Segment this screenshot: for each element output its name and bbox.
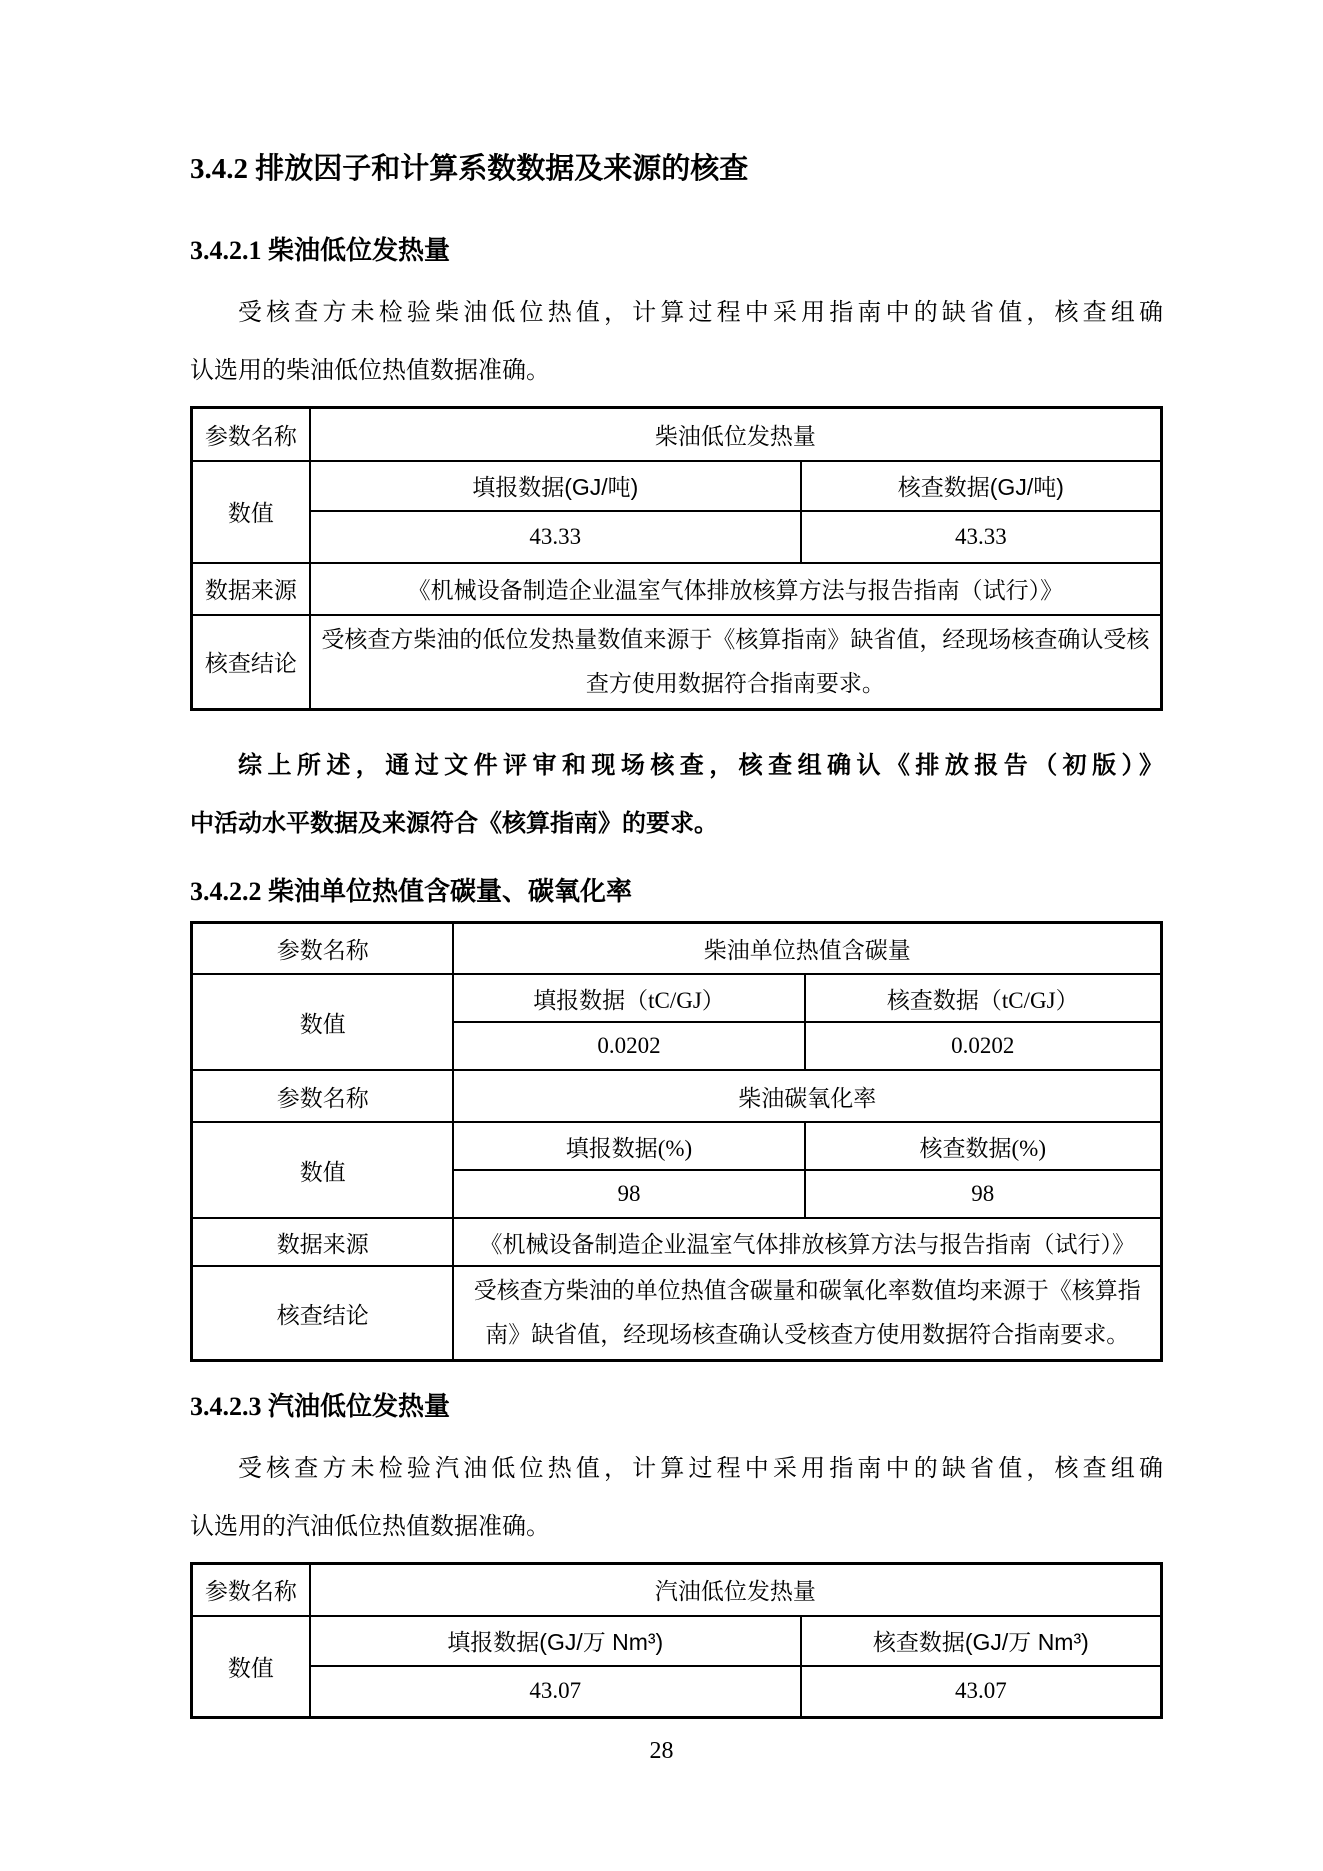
verified-value-cell: 0.0202 [805,1022,1162,1070]
param-name-cell: 柴油碳氧化率 [453,1070,1161,1122]
paragraph-line: 认选用的汽油低位热值数据准确。 [190,1514,550,1540]
verified-value-cell: 98 [805,1170,1162,1218]
conclusion-text-cell: 受核查方柴油的低位发热量数值来源于《核算指南》缺省值，经现场核查确认受核查方使用数据符合指南要求。 [310,615,1162,710]
page-number: 28 [649,1738,674,1764]
table-row [192,1218,1162,1266]
reported-value-cell: 0.0202 [453,1022,804,1070]
table-row [192,461,1162,511]
verified-header-cell: 核查数据（tC/GJ） [805,974,1162,1022]
verified-header-cell: 核查数据(GJ/万 Nm³) [801,1616,1162,1666]
table-row [192,974,1162,1022]
reported-header-cell: 填报数据(GJ/万 Nm³) [310,1616,801,1666]
source-label-cell: 数据来源 [192,1218,454,1266]
value-label-cell: 数值 [192,461,310,563]
value-label-cell: 数值 [192,1122,454,1218]
table-row [192,563,1162,615]
table-diesel-ncv [190,406,1163,711]
param-label-cell: 参数名称 [192,922,454,974]
value-label-cell: 数值 [192,1616,310,1718]
table-row [192,511,1162,563]
table-diesel-carbon [190,921,1163,1363]
table-row [192,1666,1162,1718]
conclusion-text-cell: 受核查方柴油的单位热值含碳量和碳氧化率数值均来源于《核算指南》缺省值，经现场核查确认受核查方使用数据符合指南要求。 [453,1266,1161,1361]
value-label-cell: 数值 [192,974,454,1070]
source-value-cell: 《机械设备制造企业温室气体排放核算方法与报告指南（试行）》 [310,563,1162,615]
conclusion-label-cell: 核查结论 [192,1266,454,1361]
paragraph-line: 受核查方未检验汽油低位热值，计算过程中采用指南中的缺省值，核查组确 [238,1456,1163,1482]
source-label-cell: 数据来源 [192,563,310,615]
conclusion-label-cell: 核查结论 [192,615,310,710]
table-row [192,922,1162,974]
reported-header-cell: 填报数据（tC/GJ） [453,974,804,1022]
param-name-cell: 柴油单位热值含碳量 [453,922,1161,974]
paragraph-line: 中活动水平数据及来源符合《核算指南》的要求。 [190,810,718,837]
table-row [192,1266,1162,1361]
main-heading: 3.4.2 排放因子和计算系数数据及来源的核查 [190,153,749,185]
table-row [192,1564,1162,1616]
verified-value-cell: 43.33 [801,511,1162,563]
reported-header-cell: 填报数据(GJ/吨) [310,461,801,511]
paragraph-line: 受核查方未检验柴油低位热值，计算过程中采用指南中的缺省值，核查组确 [238,300,1163,326]
verified-value-cell: 43.07 [801,1666,1162,1718]
param-name-cell: 柴油低位发热量 [310,408,1162,461]
reported-value-cell: 98 [453,1170,804,1218]
reported-header-cell: 填报数据(%) [453,1122,804,1170]
summary-paragraph [190,737,1163,853]
section-heading-3-4-2-1: 3.4.2.1 柴油低位发热量 [190,236,451,265]
reported-value-cell: 43.33 [310,511,801,563]
verified-header-cell: 核查数据(%) [805,1122,1162,1170]
param-label-cell: 参数名称 [192,1070,454,1122]
section-heading-3-4-2-2: 3.4.2.2 柴油单位热值含碳量、碳氧化率 [190,876,633,906]
section1-paragraph [190,284,1163,400]
table-gasoline-ncv [190,1562,1163,1719]
table-row [192,408,1162,461]
source-value-cell: 《机械设备制造企业温室气体排放核算方法与报告指南（试行）》 [453,1218,1161,1266]
verified-header-cell: 核查数据(GJ/吨) [801,461,1162,511]
table-row [192,1122,1162,1170]
section-heading-3-4-2-3: 3.4.2.3 汽油低位发热量 [190,1392,451,1421]
table-row [192,1070,1162,1122]
param-label-cell: 参数名称 [192,408,310,461]
table-row [192,615,1162,710]
param-label-cell: 参数名称 [192,1564,310,1616]
param-name-cell: 汽油低位发热量 [310,1564,1162,1616]
section3-paragraph [190,1440,1163,1556]
paragraph-line: 综上所述，通过文件评审和现场核查，核查组确认《排放报告（初版）》 [238,752,1163,779]
reported-value-cell: 43.07 [310,1666,801,1718]
table-row [192,1616,1162,1666]
paragraph-line: 认选用的柴油低位热值数据准确。 [190,358,550,384]
